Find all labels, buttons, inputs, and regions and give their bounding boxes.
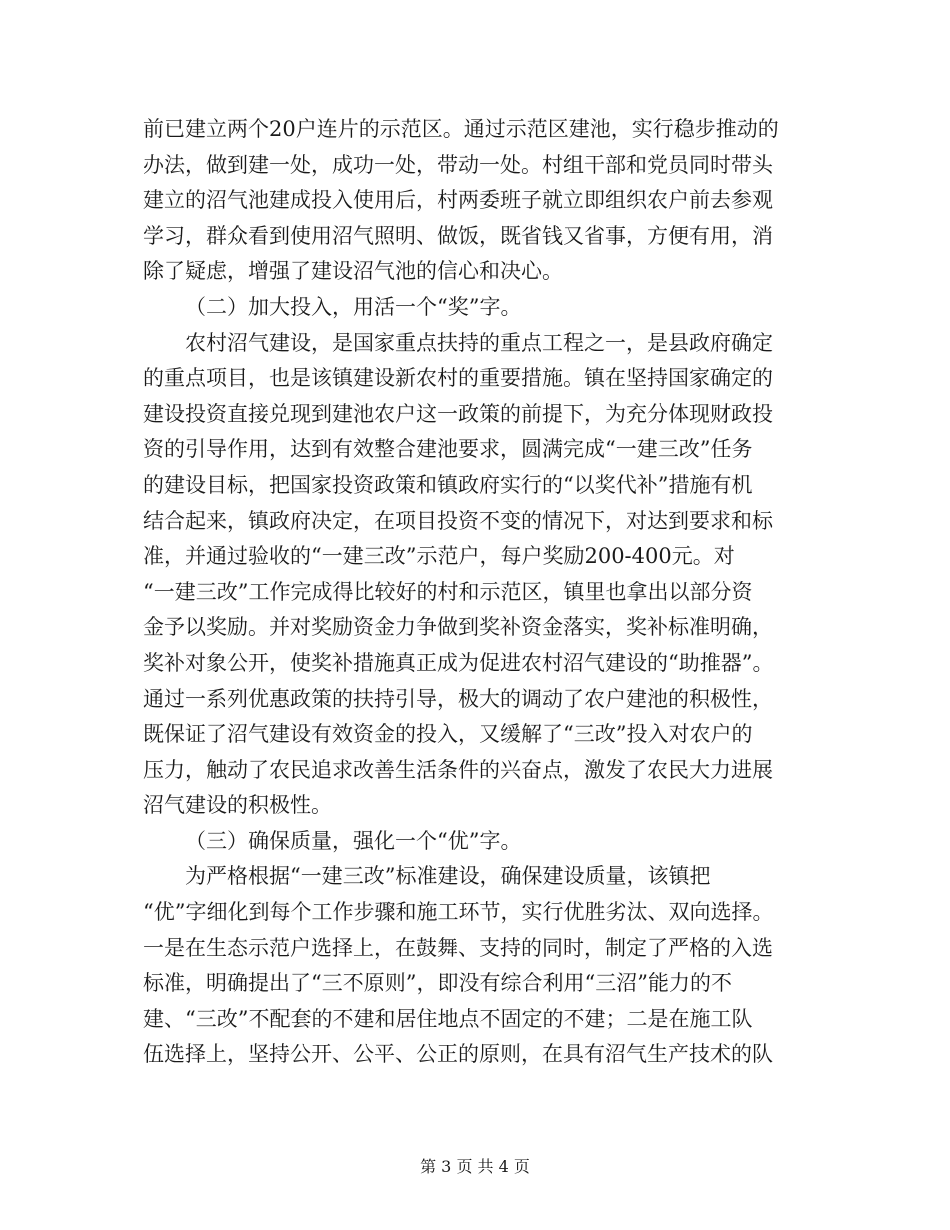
document-body xyxy=(143,112,823,1073)
text-line: 金予以奖励。并对奖励资金力争做到奖补资金落实，奖补标准明确， xyxy=(143,615,773,640)
text-line: 奖补对象公开，使奖补措施真正成为促进农村沼气建设的“助推器”。 xyxy=(143,650,774,675)
text-line: 通过一系列优惠政策的扶持引导，极大的调动了农户建池的积极性， xyxy=(143,686,773,711)
text-line: “优”字细化到每个工作步骤和施工环节，实行优胜劣汰、双向选择。 xyxy=(143,900,774,925)
text-line: 伍选择上，坚持公开、公平、公正的原则，在具有沼气生产技术的队 xyxy=(143,1042,773,1067)
text-line: 学习，群众看到使用沼气照明、做饭，既省钱又省事，方便有用，消 xyxy=(143,223,773,248)
text-line: 建设投资直接兑现到建池农户这一政策的前提下，为充分体现财政投 xyxy=(143,401,773,426)
text-line: 准，并通过验收的“一建三改”示范户，每户奖励200-400元。对 xyxy=(143,544,735,569)
section-heading: （三）确保质量，强化一个“优”字。 xyxy=(185,828,522,853)
text-line: 既保证了沼气建设有效资金的投入，又缓解了“三改”投入对农户的 xyxy=(143,722,753,747)
section-heading: （二）加大投入，用活一个“奖”字。 xyxy=(185,294,522,319)
text-line: 建立的沼气池建成投入使用后，村两委班子就立即组织农户前去参观 xyxy=(143,188,773,213)
text-line: 沼气建设的积极性。 xyxy=(143,793,332,818)
text-line: 农村沼气建设，是国家重点扶持的重点工程之一，是县政府确定 xyxy=(185,330,773,355)
text-line: 办法，做到建一处，成功一处，带动一处。村组干部和党员同时带头 xyxy=(143,152,773,177)
text-line: 标准，明确提出了“三不原则”，即没有综合利用“三沼”能力的不 xyxy=(143,971,732,996)
text-line: 一是在生态示范户选择上，在鼓舞、支持的同时，制定了严格的入选 xyxy=(143,935,773,960)
text-line: 前已建立两个20户连片的示范区。通过示范区建池，实行稳步推动的 xyxy=(143,117,779,141)
text-line: “一建三改”工作完成得比较好的村和示范区，镇里也拿出以部分资 xyxy=(143,579,753,604)
text-line: 为严格根据“一建三改”标准建设，确保建设质量，该镇把 xyxy=(185,864,711,889)
text-line: 压力，触动了农民追求改善生活条件的兴奋点，激发了农民大力进展 xyxy=(143,757,773,782)
text-line: 的建设目标，把国家投资政策和镇政府实行的“以奖代补”措施有机 xyxy=(143,472,753,497)
text-line: 建、“三改”不配套的不建和居住地点不固定的不建；二是在施工队 xyxy=(143,1006,753,1031)
text-line: 除了疑虑，增强了建设沼气池的信心和决心。 xyxy=(143,259,563,284)
page-number-footer: 第 3 页 共 4 页 xyxy=(420,1157,530,1176)
text-line: 资的引导作用，达到有效整合建池要求，圆满完成“一建三改”任务 xyxy=(143,437,753,462)
text-line: 的重点项目，也是该镇建设新农村的重要措施。镇在坚持国家确定的 xyxy=(143,366,773,391)
text-line: 结合起来，镇政府决定，在项目投资不变的情况下，对达到要求和标 xyxy=(143,508,773,533)
